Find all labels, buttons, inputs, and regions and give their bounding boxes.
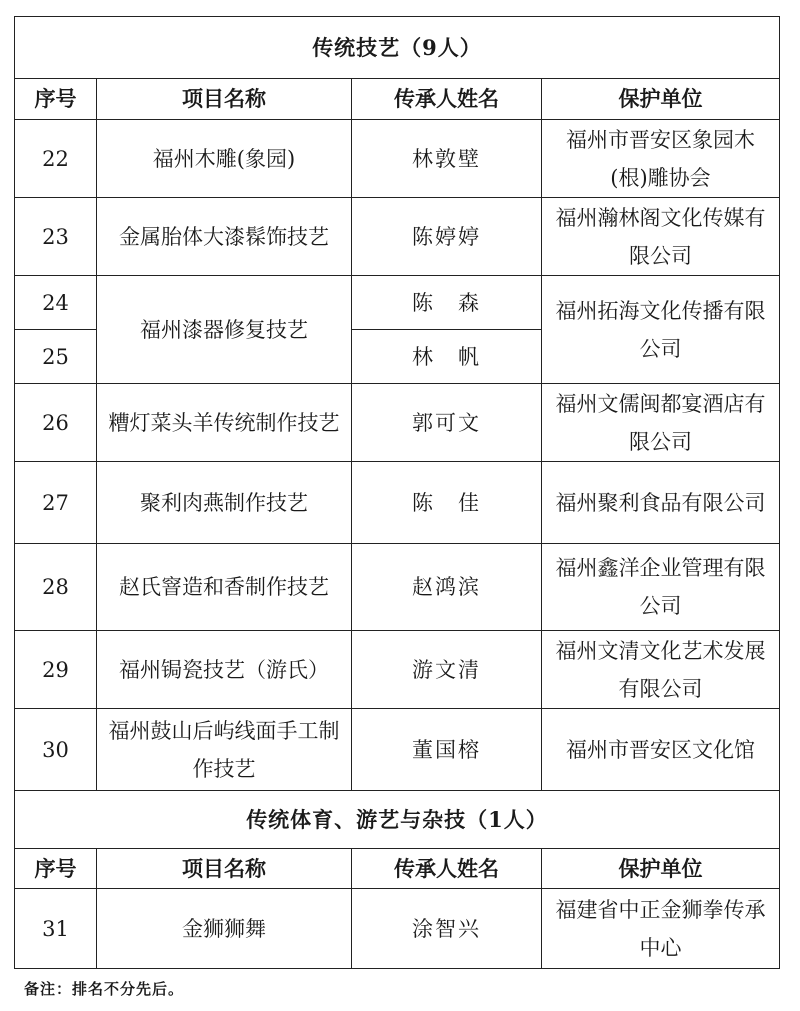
- table-row: [15, 120, 780, 198]
- row-unit: 福州拓海文化传播有限公司: [542, 276, 780, 384]
- table-row: [15, 631, 780, 709]
- row-project: 聚利肉燕制作技艺: [97, 462, 352, 544]
- row-project: 福州锔瓷技艺（游氏）: [97, 631, 352, 709]
- table-row: [15, 198, 780, 276]
- header-unit: 保护单位: [542, 849, 780, 889]
- header-project: 项目名称: [97, 79, 352, 120]
- inheritor-table: [14, 16, 780, 969]
- row-no: 23: [15, 198, 97, 276]
- row-inheritor: 涂智兴: [352, 889, 542, 969]
- row-inheritor: 林 帆: [352, 330, 542, 384]
- row-inheritor: 林敦壁: [352, 120, 542, 198]
- row-no: 28: [15, 544, 97, 631]
- row-project: 福州漆器修复技艺: [97, 276, 352, 384]
- table-row: [15, 384, 780, 462]
- row-no: 29: [15, 631, 97, 709]
- section-title: 传统技艺（9人）: [15, 17, 780, 79]
- row-project: 糟灯菜头羊传统制作技艺: [97, 384, 352, 462]
- header-no: 序号: [15, 79, 97, 120]
- header-inheritor: 传承人姓名: [352, 79, 542, 120]
- row-project: 福州木雕(象园): [97, 120, 352, 198]
- row-project: 赵氏窨造和香制作技艺: [97, 544, 352, 631]
- row-no: 25: [15, 330, 97, 384]
- row-inheritor: 陈 森: [352, 276, 542, 330]
- row-inheritor: 郭可文: [352, 384, 542, 462]
- row-project: 福州鼓山后屿线面手工制作技艺: [97, 709, 352, 791]
- footnote: 备注：排名不分先后。: [24, 980, 185, 998]
- table-row: [15, 889, 780, 969]
- row-unit: 福州鑫洋企业管理有限公司: [542, 544, 780, 631]
- row-inheritor: 游文清: [352, 631, 542, 709]
- header-project: 项目名称: [97, 849, 352, 889]
- row-no: 31: [15, 889, 97, 969]
- row-project: 金狮狮舞: [97, 889, 352, 969]
- row-inheritor: 陈婷婷: [352, 198, 542, 276]
- table-row: [15, 544, 780, 631]
- row-unit: 福州市晋安区象园木(根)雕协会: [542, 120, 780, 198]
- header-unit: 保护单位: [542, 79, 780, 120]
- row-unit: 福州市晋安区文化馆: [542, 709, 780, 791]
- row-unit: 福州文清文化艺术发展有限公司: [542, 631, 780, 709]
- section-title: 传统体育、游艺与杂技（1人）: [15, 791, 780, 849]
- row-inheritor: 董国榕: [352, 709, 542, 791]
- row-no: 27: [15, 462, 97, 544]
- row-inheritor: 陈 佳: [352, 462, 542, 544]
- row-project: 金属胎体大漆髹饰技艺: [97, 198, 352, 276]
- row-no: 26: [15, 384, 97, 462]
- row-inheritor: 赵鸿滨: [352, 544, 542, 631]
- header-no: 序号: [15, 849, 97, 889]
- row-unit: 福州文儒闽都宴酒店有限公司: [542, 384, 780, 462]
- row-unit: 福建省中正金狮拳传承中心: [542, 889, 780, 969]
- table-row: [15, 709, 780, 791]
- row-unit: 福州聚利食品有限公司: [542, 462, 780, 544]
- row-no: 24: [15, 276, 97, 330]
- table-row: [15, 462, 780, 544]
- header-inheritor: 传承人姓名: [352, 849, 542, 889]
- row-no: 30: [15, 709, 97, 791]
- row-no: 22: [15, 120, 97, 198]
- table-row: [15, 276, 780, 330]
- row-unit: 福州瀚林阁文化传媒有限公司: [542, 198, 780, 276]
